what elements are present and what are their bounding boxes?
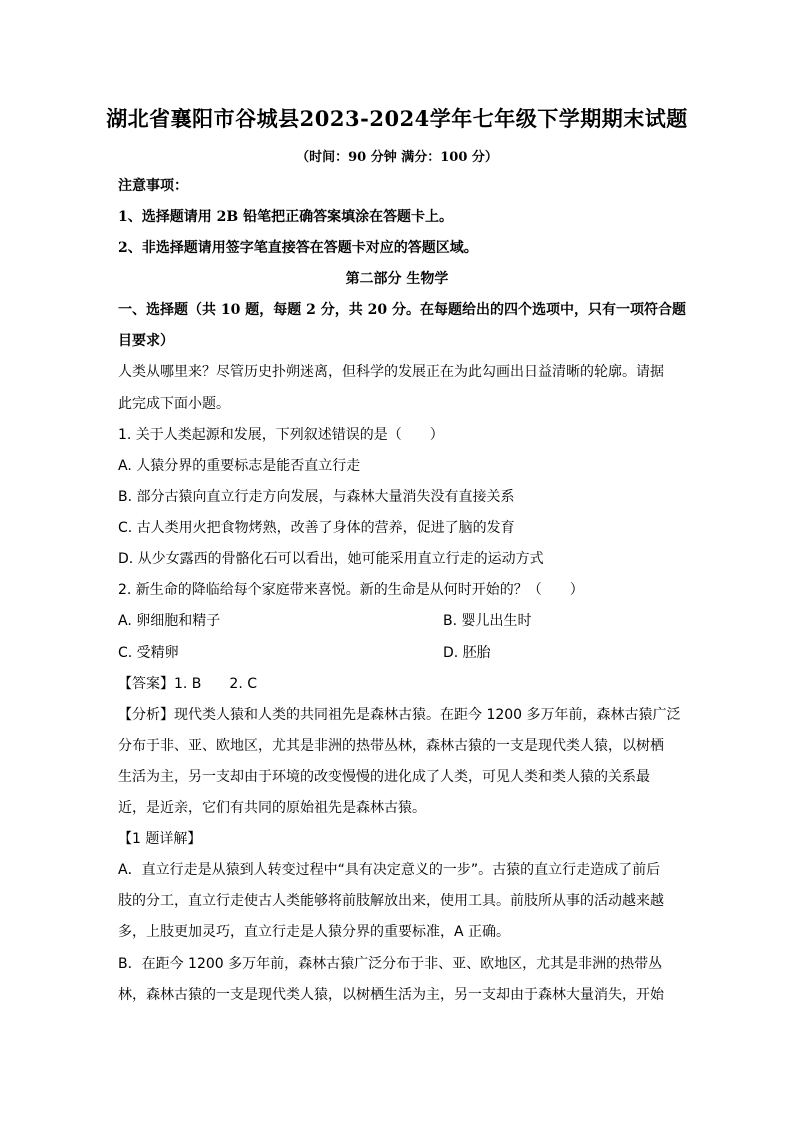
q2-stem: 2. 新生命的降临给每个家庭带来喜悦。新的生命是从何时开始的？（ ） xyxy=(118,582,584,598)
section-part-title: 第二部分 生物学 xyxy=(345,271,449,287)
intro-line-2: 此完成下面小题。 xyxy=(118,396,230,412)
q2-option-c: C. 受精卵 xyxy=(118,645,179,661)
q2-option-d: D. 胚胎 xyxy=(443,645,491,661)
section-heading-line-2: 目要求） xyxy=(118,333,174,349)
analysis-line-1: 【分析】现代类人猿和人类的共同祖先是森林古猿。在距今 1200 多万年前，森林古猿广泛 xyxy=(118,707,681,723)
q2-option-a: A. 卵细胞和精子 xyxy=(118,613,221,629)
note-item-1: 1、选择题请用 2B 铅笔把正确答案填涂在答题卡上。 xyxy=(118,209,454,225)
analysis-line-2: 分布于非、亚、欧地区，尤其是非洲的热带丛林，森林古猿的一支是现代类人猿，以树栖 xyxy=(118,738,664,754)
page-title: 湖北省襄阳市谷城县2023-2024学年七年级下学期期末试题 xyxy=(106,106,688,131)
detail-heading: 【1 题详解】 xyxy=(118,831,202,847)
q1-option-b: B. 部分古猿向直立行走方向发展，与森林大量消失没有直接关系 xyxy=(118,489,515,505)
detail-b-line-2: 林，森林古猿的一支是现代类人猿，以树栖生活为主，另一支却由于森林大量消失，开始 xyxy=(118,987,664,1003)
q1-option-c: C. 古人类用火把食物烤熟，改善了身体的营养，促进了脑的发育 xyxy=(118,520,515,536)
detail-b-line-1: B．在距今 1200 多万年前，森林古猿广泛分布于非、亚、欧地区，尤其是非洲的热带丛 xyxy=(118,956,663,972)
analysis-line-4: 近，是近亲，它们有共同的原始祖先是森林古猿。 xyxy=(118,800,426,816)
intro-line-1: 人类从哪里来？尽管历史扑朔迷离，但科学的发展正在为此勾画出日益清晰的轮廓。请据 xyxy=(118,364,664,380)
detail-a-line-2: 肢的分工，直立行走使古人类能够将前肢解放出来，使用工具。前肢所从事的活动越来越 xyxy=(118,893,664,909)
note-item-2: 2、非选择题请用签字笔直接答在答题卡对应的答题区域。 xyxy=(118,240,478,256)
exam-time-score: （时间：90 分钟 满分：100 分） xyxy=(296,150,498,165)
analysis-line-3: 生活为主，另一支却由于环境的改变慢慢的进化成了人类，可见人类和类人猿的关系最 xyxy=(118,769,650,785)
detail-a-line-1: A．直立行走是从猿到人转变过程中“具有决定意义的一步”。古猿的直立行走造成了前后 xyxy=(118,862,661,878)
notes-heading: 注意事项： xyxy=(118,178,188,194)
section-heading-line-1: 一、选择题（共 10 题，每题 2 分，共 20 分。在每题给出的四个选项中，只有一项符合题 xyxy=(118,302,686,318)
q1-option-a: A. 人猿分界的重要标志是能否直立行走 xyxy=(118,458,361,474)
detail-a-line-3: 多，上肢更加灵巧，直立行走是人猿分界的重要标准，A 正确。 xyxy=(118,924,511,940)
q1-option-d: D. 从少女露西的骨骼化石可以看出，她可能采用直立行走的运动方式 xyxy=(118,551,544,567)
q1-stem: 1. 关于人类起源和发展，下列叙述错误的是（ ） xyxy=(118,427,444,443)
q2-option-b: B. 婴儿出生时 xyxy=(443,613,532,629)
answer-line: 【答案】1. B 2. C xyxy=(118,676,257,692)
